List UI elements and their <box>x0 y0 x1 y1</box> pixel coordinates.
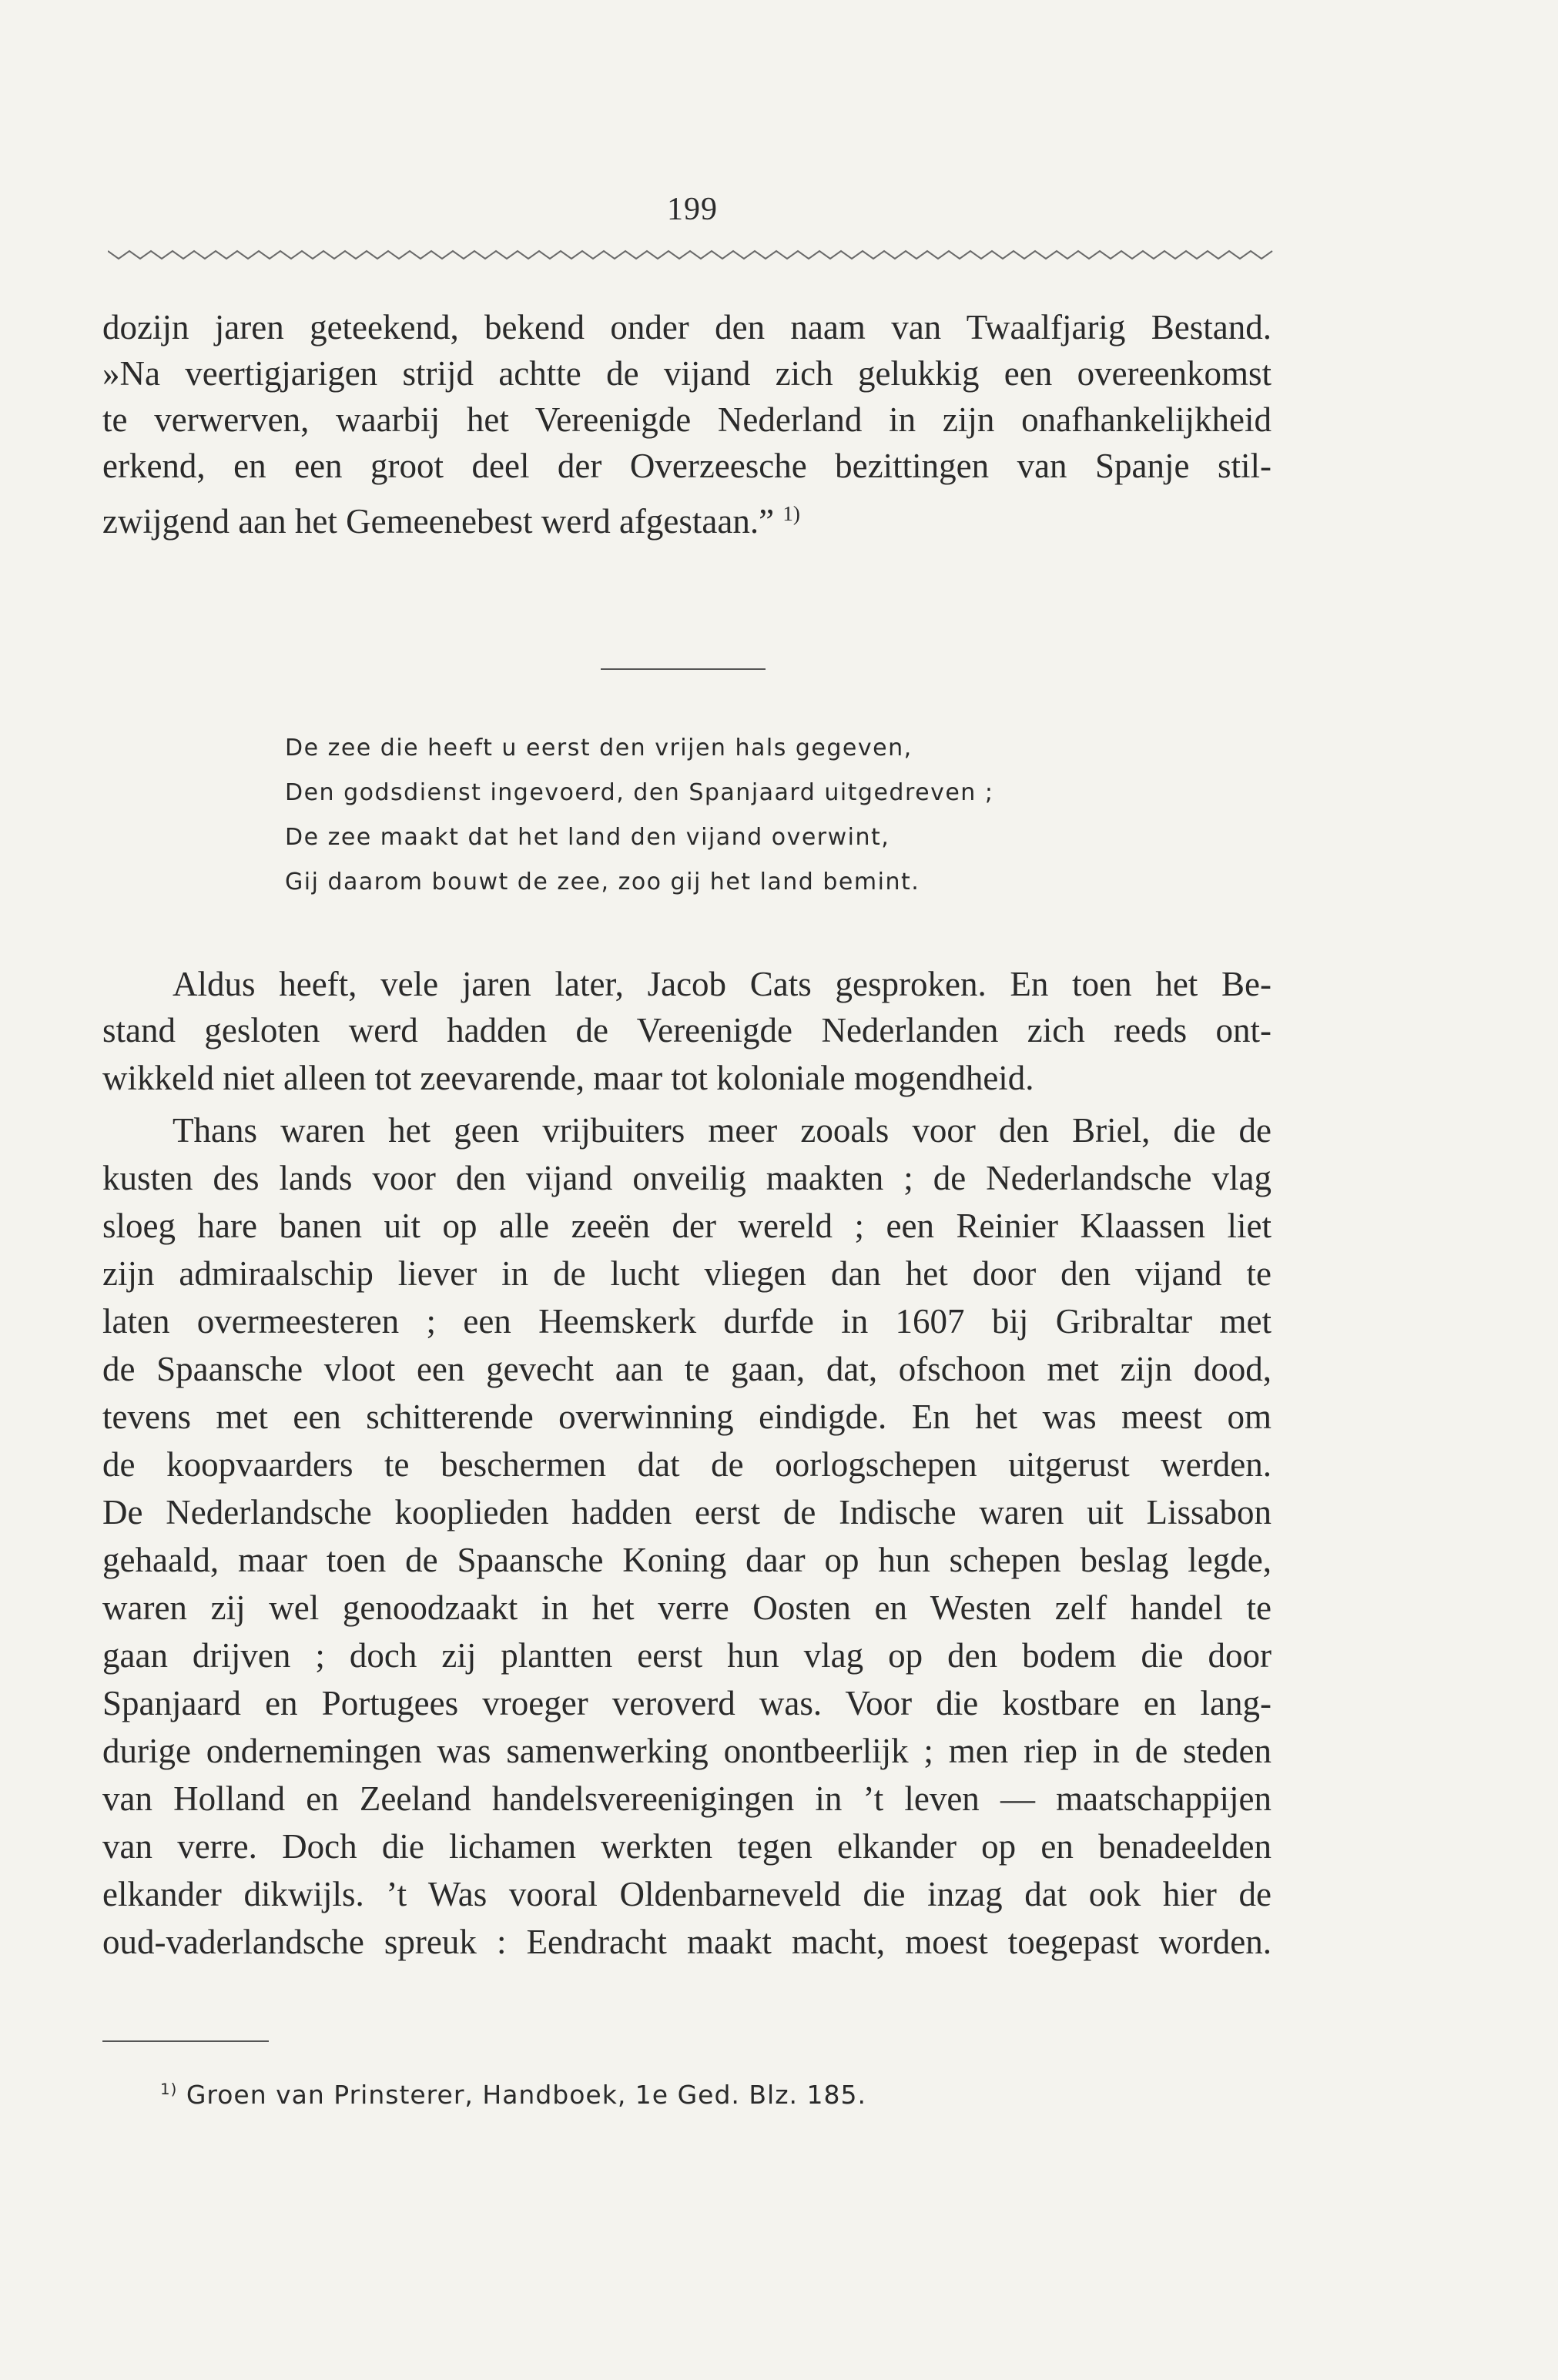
footnote-reference: 1) <box>782 502 800 525</box>
poem-line-2: Den godsdienst ingevoerd, den Spanjaard uitgedreven ; <box>285 779 994 806</box>
footnote-text: Groen van Prinsterer, Handboek, 1e Ged. Blz. 185. <box>186 2080 866 2110</box>
paragraph2-line-12: gaan drijven ; doch zij plantten eerst hun vlag op den bodem die door <box>102 1636 1272 1675</box>
poem-line-1: De zee die heeft u eerst den vrijen hals gegeven, <box>285 735 913 762</box>
paragraph2-line-1: Thans waren het geen vrijbuiters meer zooals voor den Briel, die de <box>173 1111 1272 1150</box>
paragraph2-line-4: zijn admiraalschip liever in de lucht vliegen dan het door den vijand te <box>102 1254 1272 1293</box>
paragraph1-line-1: Aldus heeft, vele jaren later, Jacob Cats gesproken. En toen het Be- <box>173 965 1272 1003</box>
paragraph1-line-2: stand gesloten werd hadden de Vereenigde Nederlanden zich reeds ont- <box>102 1011 1272 1049</box>
header-wavy-rule <box>108 243 1278 266</box>
paragraph2-line-17: elkander dikwijls. ’t Was vooral Oldenbarneveld die inzag dat ook hier de <box>102 1875 1272 1913</box>
paragraph2-line-8: de koopvaarders te beschermen dat de oorlogschepen uitgerust werden. <box>102 1445 1272 1484</box>
paragraph2-line-15: van Holland en Zeeland handelsvereenigingen in ’t leven — maatschappijen <box>102 1779 1272 1818</box>
paragraph2-line-2: kusten des lands voor den vijand onveilig maakten ; de Nederlandsche vlag <box>102 1159 1272 1197</box>
intro-line-4: erkend, en een groot deel der Overzeesche bezittingen van Spanje stil- <box>102 447 1272 485</box>
page-number: 199 <box>667 192 718 227</box>
paragraph2-line-11: waren zij wel genoodzaakt in het verre Oosten en Westen zelf handel te <box>102 1588 1272 1627</box>
paragraph2-line-16: van verre. Doch die lichamen werkten tegen elkander op en benadeelden <box>102 1827 1272 1866</box>
section-divider <box>601 668 766 670</box>
paragraph2-line-5: laten overmeesteren ; een Heemskerk durfde in 1607 bij Gribraltar met <box>102 1302 1272 1341</box>
paragraph2-line-18: oud-vaderlandsche spreuk : Eendracht maakt macht, moest toegepast worden. <box>102 1923 1272 1961</box>
paragraph1-line-3: wikkeld niet alleen tot zeevarende, maar tot koloniale mogendheid. <box>102 1059 1034 1097</box>
poem-line-3: De zee maakt dat het land den vijand overwint, <box>285 824 890 851</box>
intro-line-5 <box>102 490 1272 544</box>
paragraph2-line-3: sloeg hare banen uit op alle zeeën der wereld ; een Reinier Klaassen liet <box>102 1207 1272 1245</box>
paragraph2-line-6: de Spaansche vloot een gevecht aan te gaan, dat, ofschoon met zijn dood, <box>102 1350 1272 1388</box>
paragraph2-line-10: gehaald, maar toen de Spaansche Koning daar op hun schepen beslag legde, <box>102 1541 1272 1579</box>
footnote-marker: 1) <box>160 2080 178 2098</box>
paragraph2-line-14: durige ondernemingen was samenwerking onontbeerlijk ; men riep in de steden <box>102 1732 1272 1770</box>
footnote <box>160 2073 866 2112</box>
paragraph2-line-13: Spanjaard en Portugees vroeger veroverd was. Voor die kostbare en lang- <box>102 1684 1272 1722</box>
footnote-divider <box>102 2040 269 2042</box>
paragraph2-line-9: De Nederlandsche kooplieden hadden eerst de Indische waren uit Lissabon <box>102 1493 1272 1531</box>
intro-line-1: dozijn jaren geteekend, bekend onder den naam van Twaalfjarig Bestand. <box>102 308 1272 346</box>
paragraph2-line-7: tevens met een schitterende overwinning eindigde. En het was meest om <box>102 1398 1272 1436</box>
intro-line-3: te verwerven, waarbij het Vereenigde Nederland in zijn onafhankelijkheid <box>102 400 1272 439</box>
intro-line-5-text: zwijgend aan het Gemeenebest werd afgestaan.” <box>102 502 775 541</box>
poem-line-4: Gij daarom bouwt de zee, zoo gij het land bemint. <box>285 869 920 895</box>
intro-line-2: »Na veertigjarigen strijd achtte de vijand zich gelukkig een overeenkomst <box>102 354 1272 393</box>
